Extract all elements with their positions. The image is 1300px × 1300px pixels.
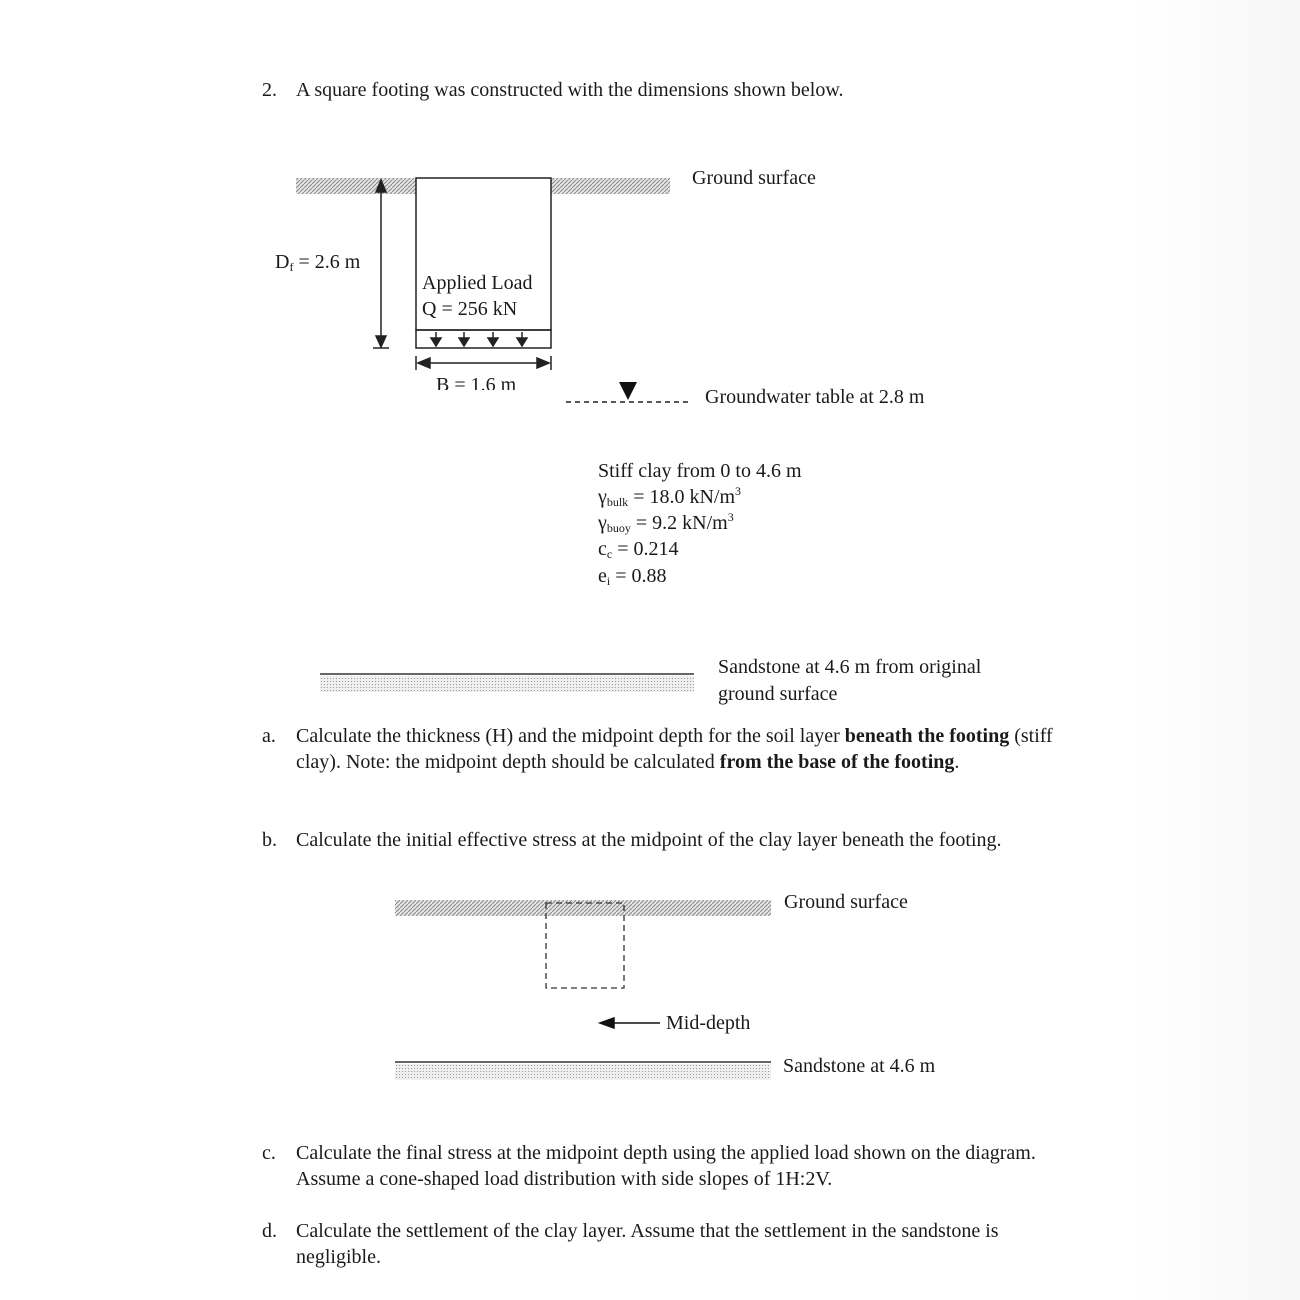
part-a-letter: a. <box>262 725 276 747</box>
mid-depth-arrow <box>600 1018 660 1028</box>
part-b-letter: b. <box>262 829 277 851</box>
part-b-text: Calculate the initial effective stress at the midpoint of the clay layer beneath the footing. <box>296 829 1002 851</box>
question-number: 2. <box>262 79 277 101</box>
ground-surface-2 <box>395 900 771 916</box>
applied-load-label: Applied Load <box>422 272 533 294</box>
load-arrows <box>431 332 527 346</box>
sandstone-hatch-2 <box>395 1064 771 1080</box>
groundwater-table-symbol <box>566 382 688 402</box>
compression-index: $c_c = 0.214$ <box>598 538 679 561</box>
ground-surface-right <box>551 178 670 194</box>
depth-dimension <box>373 180 389 348</box>
ground-surface-label-2: Ground surface <box>784 891 908 913</box>
gamma-buoy: $\gamma_{buoy} = 9.2$ $kN/m^3$ <box>598 510 734 535</box>
part-d-text: Calculate the settlement of the clay layer. Assume that the settlement in the sandstone is negligible. <box>296 1220 999 1268</box>
sandstone-label-2: Sandstone at 4.6 m <box>783 1055 936 1077</box>
width-label: B = 1.6 m <box>436 374 517 390</box>
depth-label: $D_f = 2.6$ m <box>275 251 361 274</box>
ground-surface-left <box>296 178 416 194</box>
question-text: A square footing was constructed with the dimensions shown below. <box>296 79 844 101</box>
width-dimension <box>416 356 551 370</box>
part-c-letter: c. <box>262 1142 276 1164</box>
groundwater-label: Groundwater table at 2.8 m <box>705 386 925 408</box>
sandstone-label-line2: ground surface <box>718 683 838 705</box>
initial-void-ratio: $e_i = 0.88$ <box>598 565 667 588</box>
applied-load-value: Q = 256 kN <box>422 298 518 320</box>
gamma-bulk: $\gamma_{bulk} = 18.0$ $kN/m^3$ <box>598 484 742 509</box>
sandstone-label-line1: Sandstone at 4.6 m from original <box>718 656 982 678</box>
part-d-letter: d. <box>262 1220 277 1242</box>
soil-title: Stiff clay from 0 to 4.6 m <box>598 460 802 482</box>
part-c-text: Calculate the final stress at the midpoint depth using the applied load shown on the diagram. Assume a cone-shaped load distribution with side slopes of 1H:2V. <box>296 1142 1036 1190</box>
sandstone-hatch <box>320 676 694 692</box>
mid-depth-label: Mid-depth <box>666 1012 751 1034</box>
part-a-text: Calculate the thickness (H) and the midpoint depth for the soil layer beneath the footing (stiff clay). Note: the midpoint depth should be calculated from the base of the footing. <box>296 725 1053 773</box>
ground-surface-label: Ground surface <box>692 167 816 189</box>
